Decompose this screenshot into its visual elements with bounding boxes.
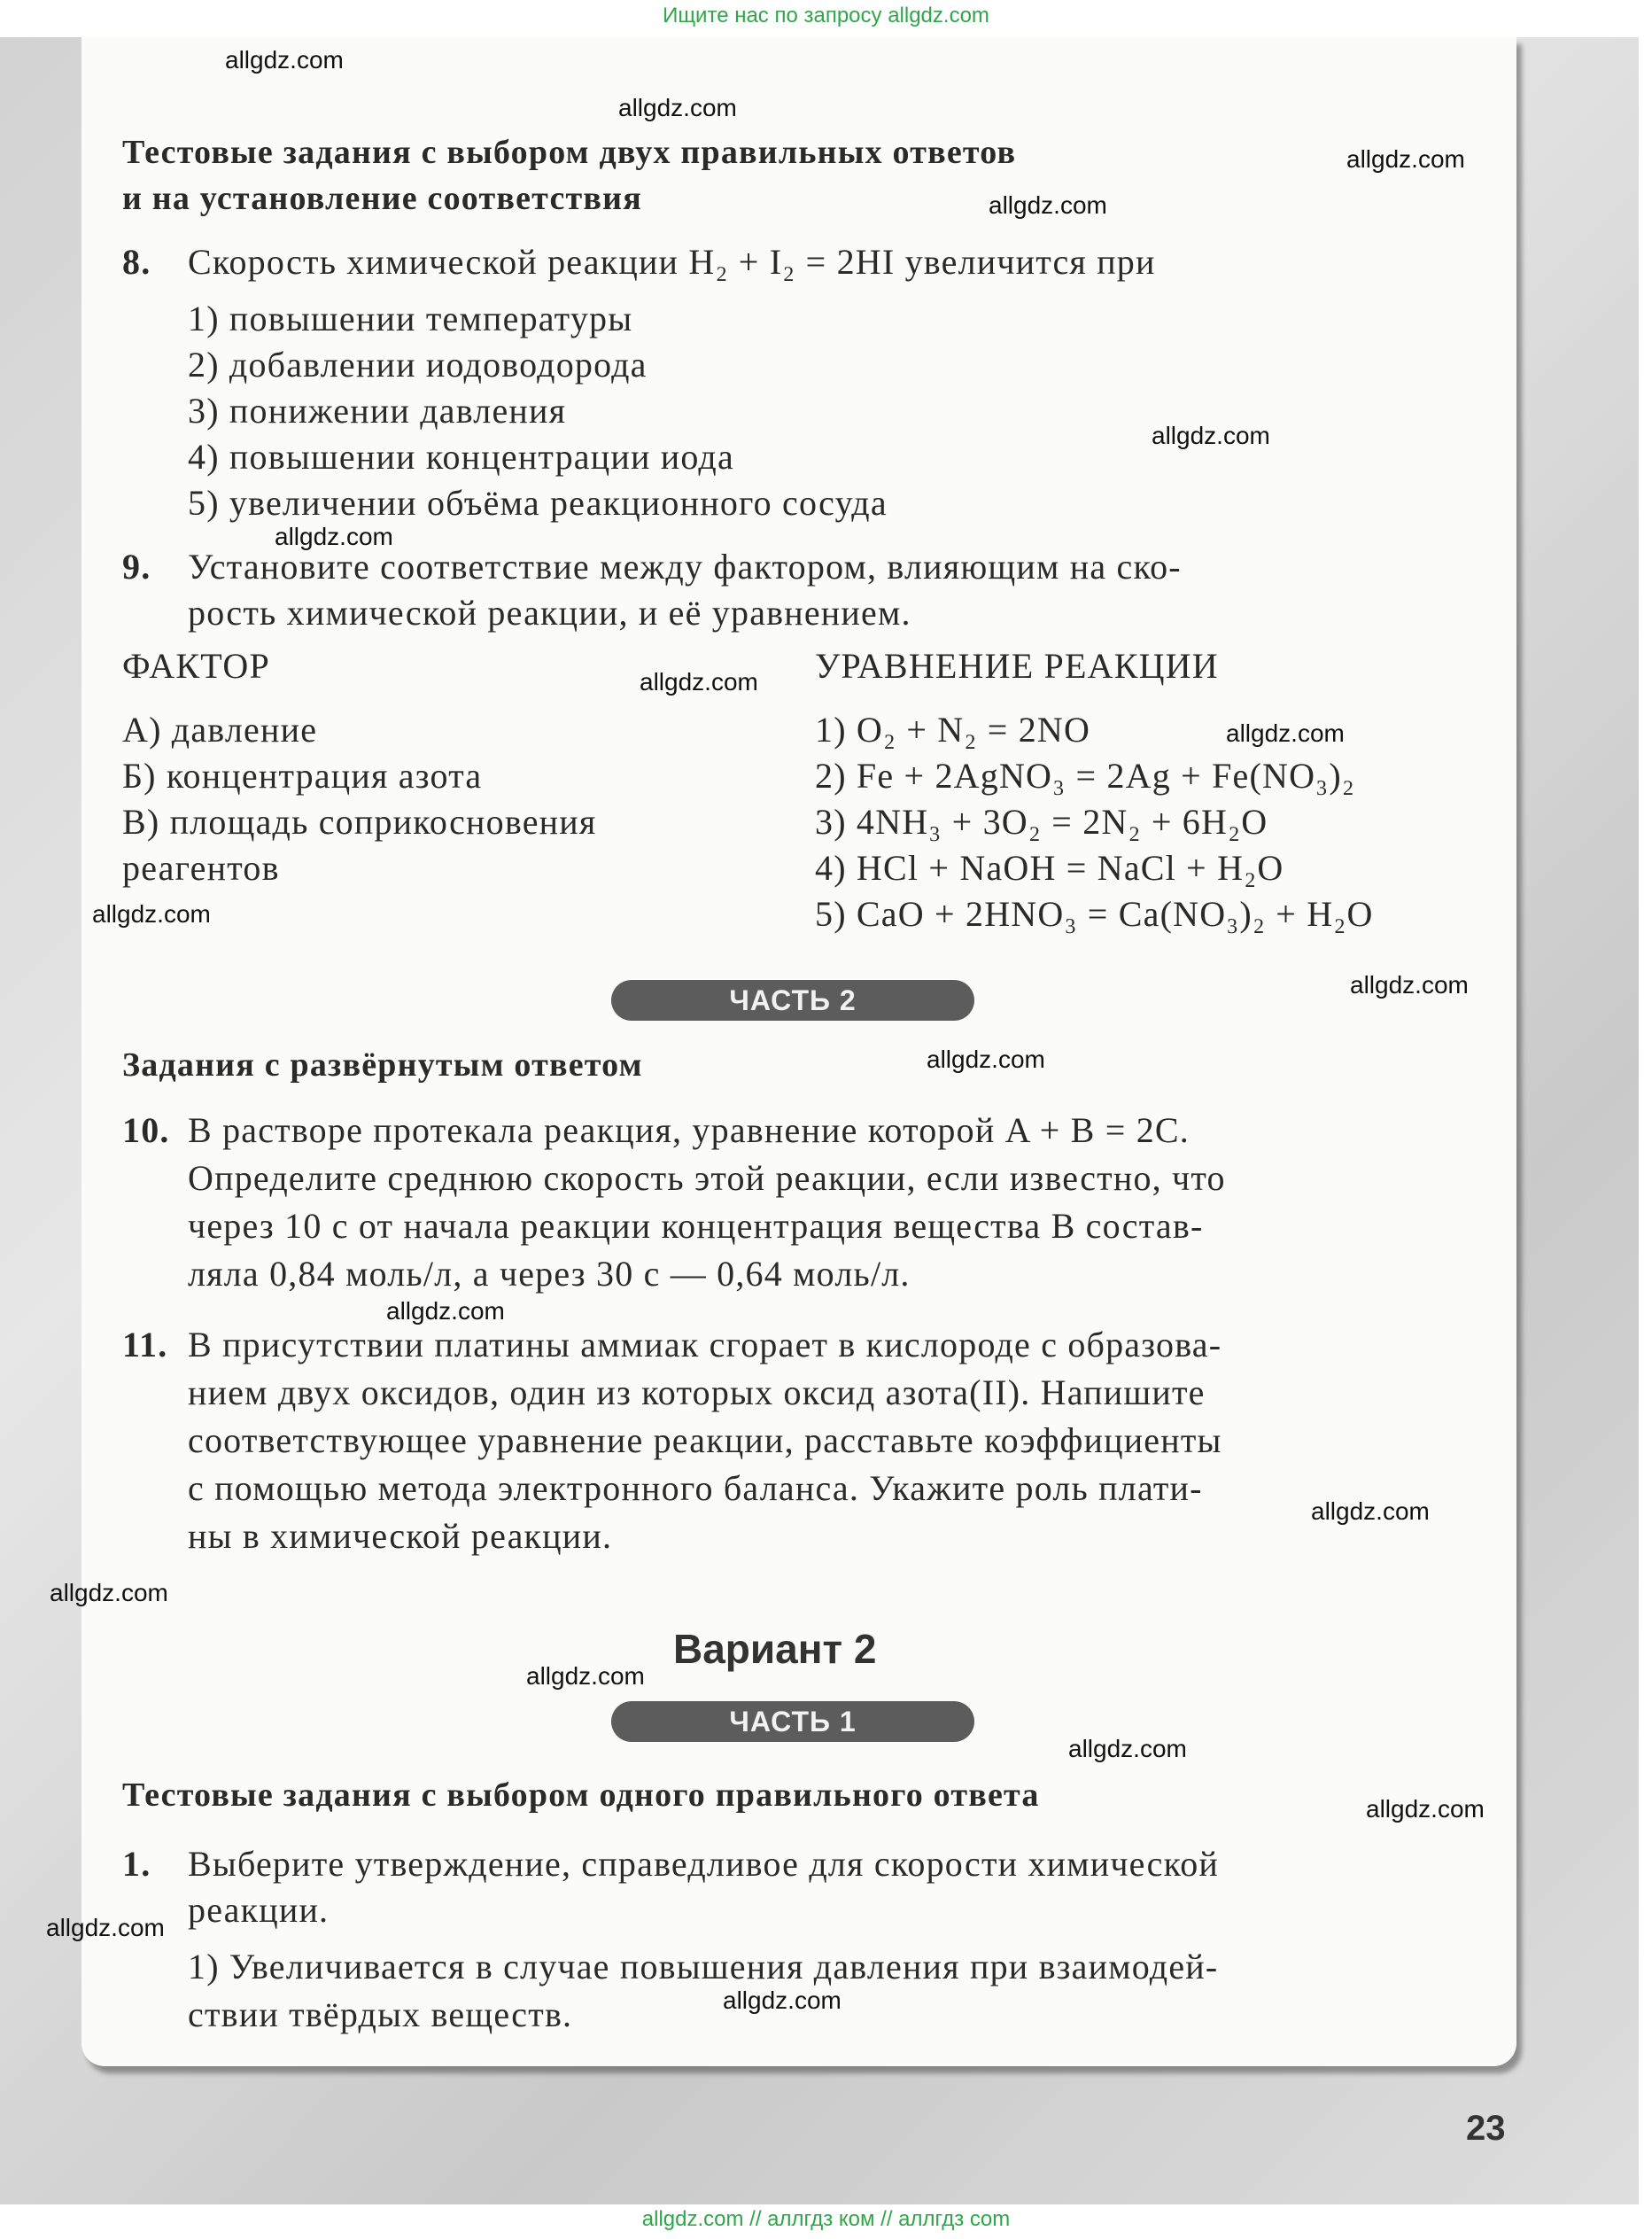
question-11-text: нием двух оксидов, один из которых оксид азота(II). Напишите (188, 1372, 1206, 1412)
equation-item: 1) O₂ + N₂ = 2NO (815, 710, 1091, 750)
watermark: allgdz.com (1350, 971, 1469, 999)
watermark: allgdz.com (1226, 719, 1345, 747)
question-11-text: В присутствии платины аммиак сгорает в кислороде с образова- (188, 1325, 1222, 1364)
question-9-text: Установите соответствие между фактором, влияющим на ско- (188, 547, 1182, 587)
question-number: 1. (122, 1844, 151, 1884)
question-9-text: рость химической реакции, и её уравнением. (188, 593, 911, 633)
variant-title: Вариант 2 (673, 1626, 877, 1672)
factor-item: реагентов (122, 848, 280, 888)
question-number: 10. (122, 1110, 170, 1150)
watermark: allgdz.com (723, 1986, 842, 2014)
watermark: allgdz.com (1366, 1795, 1485, 1823)
part-2-label: ЧАСТЬ 2 (611, 980, 974, 1021)
question-1-text: Выберите утверждение, справедливое для скорости химической (188, 1844, 1219, 1884)
section-heading: и на установление соответствия (122, 180, 642, 217)
question-1-text: реакции. (188, 1890, 330, 1930)
question-8-text: Скорость химической реакции H₂ + I₂ = 2HI увеличится при (188, 242, 1156, 282)
part-1-label: ЧАСТЬ 1 (611, 1701, 974, 1742)
watermark: allgdz.com (1311, 1497, 1430, 1525)
watermark: allgdz.com (1346, 145, 1465, 173)
question-10-text: Определите среднюю скорость этой реакции, если известно, что (188, 1158, 1226, 1198)
answer-option: 5) увеличении объёма реакционного сосуда (188, 483, 888, 523)
question-number: 8. (122, 242, 151, 282)
question-11-text: соответствующее уравнение реакции, расставьте коэффициенты (188, 1420, 1222, 1460)
section-heading: Тестовые задания с выбором двух правильных ответов (122, 134, 1017, 171)
watermark: allgdz.com (927, 1046, 1045, 1073)
answer-option: 1) повышении температуры (188, 299, 633, 338)
question-10-text: В растворе протекала реакция, уравнение которой A + B = 2C. (188, 1110, 1190, 1150)
watermark: allgdz.com (526, 1662, 645, 1690)
answer-option: 3) понижении давления (188, 391, 567, 431)
factor-item: В) площадь соприкосновения (122, 802, 597, 842)
equation-item: 3) 4NH₃ + 3O₂ = 2N₂ + 6H₂O (815, 802, 1268, 842)
watermark: allgdz.com (225, 46, 344, 74)
question-11-text: с помощью метода электронного баланса. Укажите роль плати- (188, 1468, 1203, 1508)
watermark: allgdz.com (92, 900, 211, 928)
section-heading: Тестовые задания с выбором одного правильного ответа (122, 1776, 1040, 1814)
answer-option: 4) повышении концентрации иода (188, 437, 734, 477)
factor-item: Б) концентрация азота (122, 756, 483, 796)
watermark: allgdz.com (275, 523, 393, 550)
equation-item: 2) Fe + 2AgNO₃ = 2Ag + Fe(NO₃)₂ (815, 756, 1355, 796)
question-10-text: ляла 0,84 моль/л, а через 30 с — 0,64 моль/л. (188, 1254, 911, 1294)
page-number: 23 (1466, 2109, 1506, 2148)
bottom-banner[interactable]: allgdz.com // аллгдз ком // аллгдз com (641, 2207, 1011, 2231)
equation-item: 4) HCl + NaOH = NaCl + H₂O (815, 848, 1284, 888)
factor-item: А) давление (122, 710, 318, 750)
watermark: allgdz.com (46, 1914, 165, 1941)
factor-header: ФАКТОР (122, 646, 270, 686)
watermark: allgdz.com (1152, 422, 1270, 449)
watermark: allgdz.com (1068, 1735, 1187, 1762)
top-banner[interactable]: Ищите нас по запросу allgdz.com (663, 4, 989, 27)
answer-option: 2) добавлении иодоводорода (188, 345, 648, 385)
question-11-text: ны в химической реакции. (188, 1516, 613, 1556)
answer-option: 1) Увеличивается в случае повышения давления при взаимодей- (188, 1947, 1219, 1986)
watermark: allgdz.com (50, 1579, 168, 1606)
watermark: allgdz.com (640, 668, 758, 696)
watermark: allgdz.com (386, 1297, 505, 1325)
answer-option: ствии твёрдых веществ. (188, 1994, 573, 2034)
section-heading: Задания с развёрнутым ответом (122, 1046, 643, 1084)
watermark: allgdz.com (618, 94, 737, 121)
question-number: 11. (122, 1325, 168, 1364)
equation-item: 5) CaO + 2HNO₃ = Ca(NO₃)₂ + H₂O (815, 894, 1374, 934)
watermark: allgdz.com (989, 191, 1107, 219)
equation-header: УРАВНЕНИЕ РЕАКЦИИ (815, 646, 1219, 686)
question-10-text: через 10 с от начала реакции концентрация вещества B состав- (188, 1206, 1204, 1246)
question-number: 9. (122, 547, 151, 587)
